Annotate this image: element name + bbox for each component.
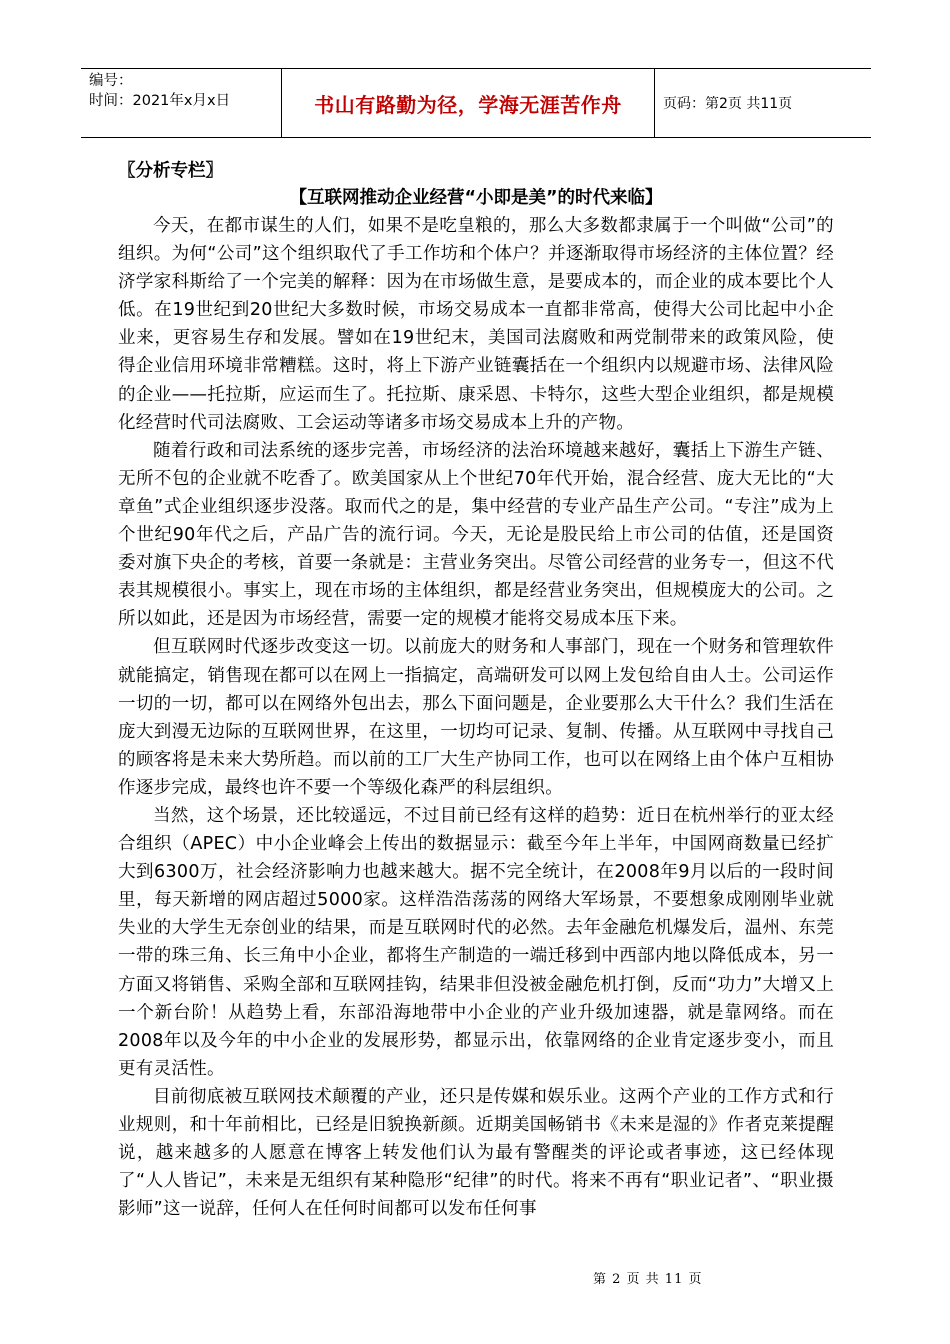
paragraph: 随着行政和司法系统的逐步完善，市场经济的法治环境越来越好，囊括上下游生产链、无所不包的企业就不吃香了。欧美国家从上个世纪70年代开始，混合经营、庞大无比的“大章鱼”式企业组织逐步没落。取而代之的是，集中经营的专业产品生产公司。“专注”成为上个世纪90年代之后，产品广告的流行词。今天，无论是股民给上市公司的估值，还是国资委对旗下央企的考核，首要一条就是：主营业务突出。尽管公司经营的业务专一，但这不代表其规模很小。事实上，现在市场的主体组织，都是经营业务突出，但规模庞大的公司。之所以如此，还是因为市场经营，需要一定的规模才能将交易成本压下来。 (118, 440, 834, 630)
article-title: 【互联网推动企业经营“小即是美”的时代来临】 (289, 188, 663, 208)
header-table (81, 68, 871, 138)
section-label: 〖分析专栏〗 (118, 161, 223, 181)
page-info: 页码：第2页 共11页 (663, 96, 793, 112)
paragraph: 目前彻底被互联网技术颠覆的产业，还只是传媒和娱乐业。这两个产业的工作方式和行业规则，和十年前相比，已经是旧貌换新颜。近期美国畅销书《未来是湿的》作者克莱提醒说，越来越多的人愿意在博客上转发他们认为最有警醒类的评论或者事迹，这已经体现了“人人皆记”，未来是无组织有某种隐形“纪律”的时代。将来不再有“职业记者”、“职业摄影师”这一说辞，任何人在任何时间都可以发布任何事 (118, 1086, 834, 1220)
number-label: 编号： (89, 73, 133, 89)
header-page-cell (655, 69, 871, 137)
paragraph: 今天，在都市谋生的人们，如果不是吃皇粮的，那么大多数都隶属于一个叫做“公司”的组织。为何“公司”这个组织取代了手工作坊和个体户？并逐渐取得市场经济的主体位置？经济学家科斯给了一个完美的解释：因为在市场做生意，是要成本的，而企业的成本要比个人低。在19世纪到20世纪大多数时候，市场交易成本一直都非常高，使得大公司比起中小企业来，更容易生存和发展。譬如在19世纪末，美国司法腐败和两党制带来的政策风险，使得企业信用环境非常糟糕。这时，将上下游产业链囊括在一个组织内以规避市场、法律风险的企业——托拉斯，应运而生了。托拉斯、康采恩、卡特尔，这些大型企业组织，都是规模化经营时代司法腐败、工会运动等诸多市场交易成本上升的产物。 (118, 216, 834, 433)
article-body (118, 157, 834, 1223)
header-motto-cell (281, 69, 655, 137)
paragraph: 当然，这个场景，还比较遥远，不过目前已经有这样的趋势：近日在杭州举行的亚太经合组织（APEC）中小企业峰会上传出的数据显示：截至今年上半年，中国网商数量已经扩大到6300万，社会经济影响力也越来越大。据不完全统计，在2008年9月以后的一段时间里，每天新增的网店超过5000家。这样浩浩荡荡的网络大军场景，不要想象成刚刚毕业就失业的大学生无奈创业的结果，而是互联网时代的必然。去年金融危机爆发后，温州、东莞一带的珠三角、长三角中小企业，都将生产制造的一端迁移到中西部内地以降低成本，另一方面又将销售、采购全部和互联网挂钩，结果非但没被金融危机打倒，反而“功力”大增又上一个新台阶！从趋势上看，东部沿海地带中小企业的产业升级加速器，就是靠网络。而在2008年以及今年的中小企业的发展形势，都显示出，依靠网络的企业肯定逐步变小，而且更有灵活性。 (118, 805, 834, 1079)
footer-page-number: 第 2 页 共 11 页 (593, 1272, 703, 1287)
time-label: 时间：2021年x月x日 (89, 93, 231, 109)
motto: 书山有路勤为径，学海无涯苦作舟 (314, 92, 622, 117)
header-meta (81, 69, 281, 137)
paragraph: 但互联网时代逐步改变这一切。以前庞大的财务和人事部门，现在一个财务和管理软件就能搞定，销售现在都可以在网上一指搞定，高端研发可以网上发包给自由人士。公司运作一切的一切，都可以在网络外包出去，那么下面问题是，企业要那么大干什么？我们生活在庞大到漫无边际的互联网世界，在这里，一切均可记录、复制、传播。从互联网中寻找自己的顾客将是未来大势所趋。而以前的工厂大生产协同工作，也可以在网络上由个体户互相协作逐步完成，最终也许不要一个等级化森严的科层组织。 (118, 637, 834, 798)
